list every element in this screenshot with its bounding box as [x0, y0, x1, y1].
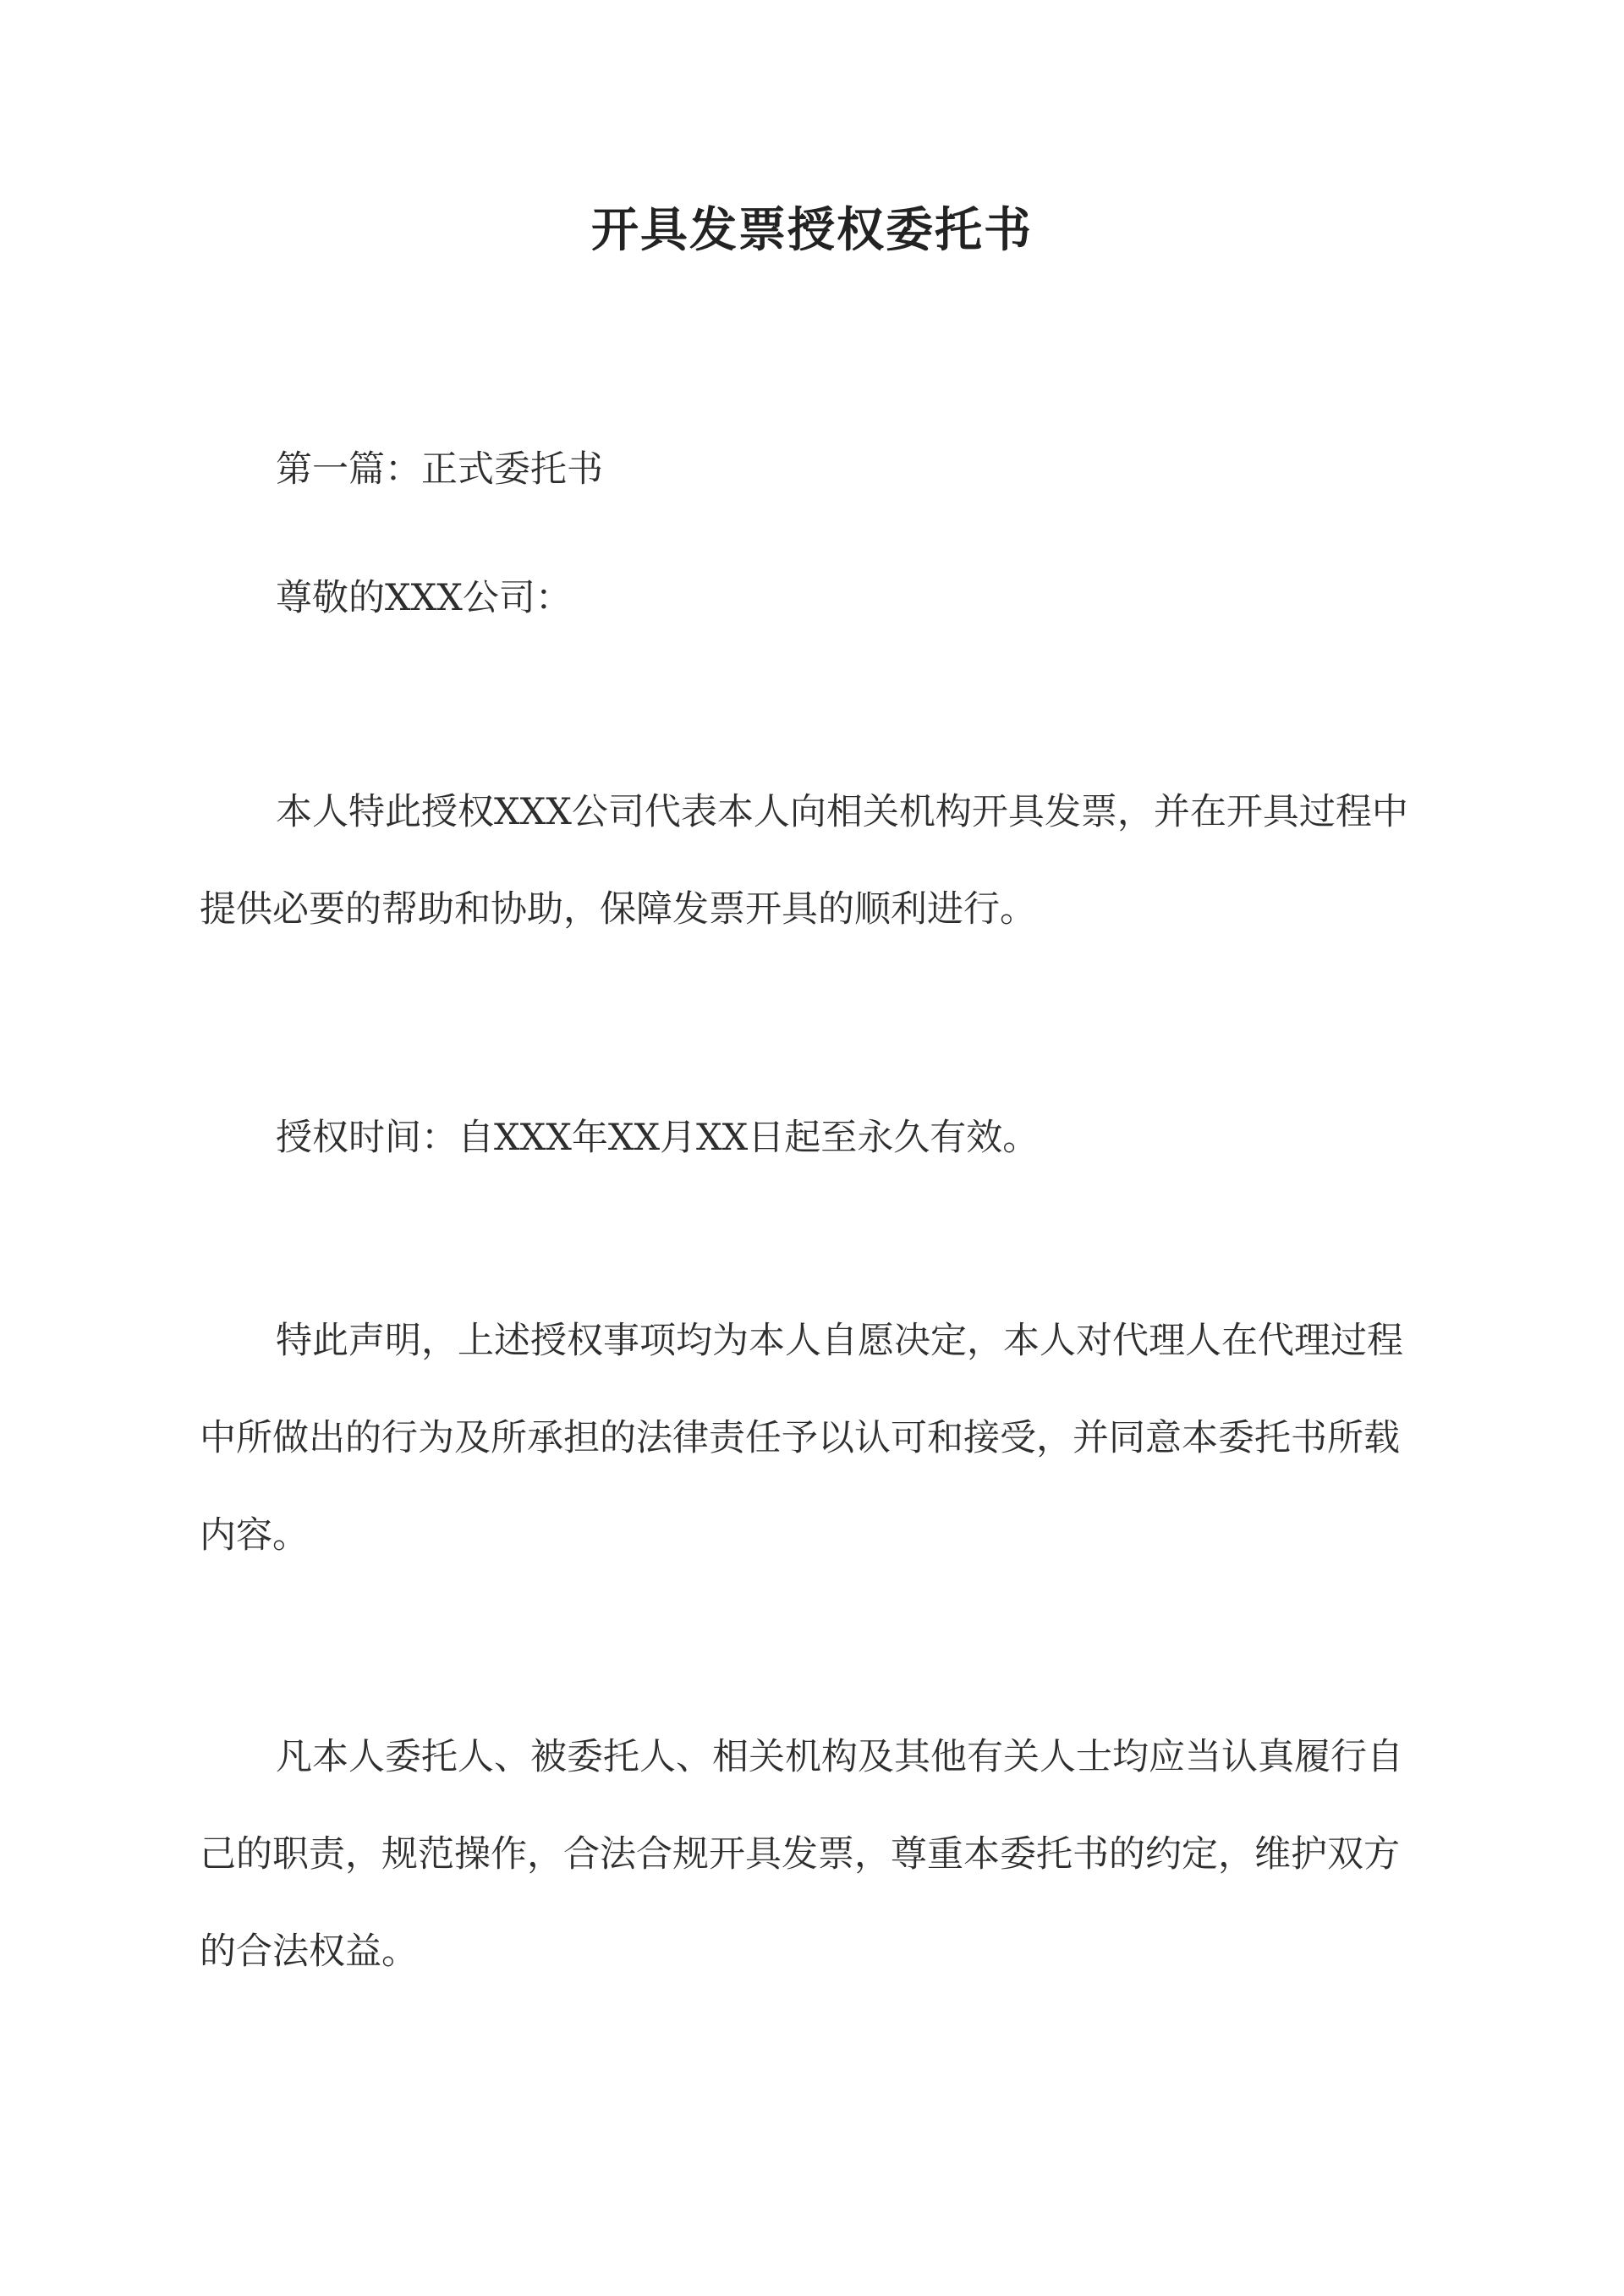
salutation: 尊敬的XXX公司： [276, 577, 572, 619]
declaration-paragraph: 特此声明，上述授权事项均为本人自愿决定，本人对代理人在代理过程中所做出的行为及所承担的法律责任予以认可和接受，并同意本委托书所载内容。 [200, 1320, 1403, 1557]
authorization-paragraph: 本人特此授权XXX公司代表本人向相关机构开具发票，并在开具过程中提供必要的帮助和协助，保障发票开具的顺利进行。 [200, 791, 1408, 931]
section-heading: 第一篇：正式委托书 [276, 448, 603, 491]
document-title: 开具发票授权委托书 [591, 202, 1033, 258]
duties-paragraph: 凡本人委托人、被委托人、相关机构及其他有关人士均应当认真履行自己的职责，规范操作，合法合规开具发票，尊重本委托书的约定，维护双方的合法权益。 [200, 1736, 1403, 1973]
authorization-duration: 授权时间：自XXX年XX月XX日起至永久有效。 [276, 1117, 1040, 1159]
